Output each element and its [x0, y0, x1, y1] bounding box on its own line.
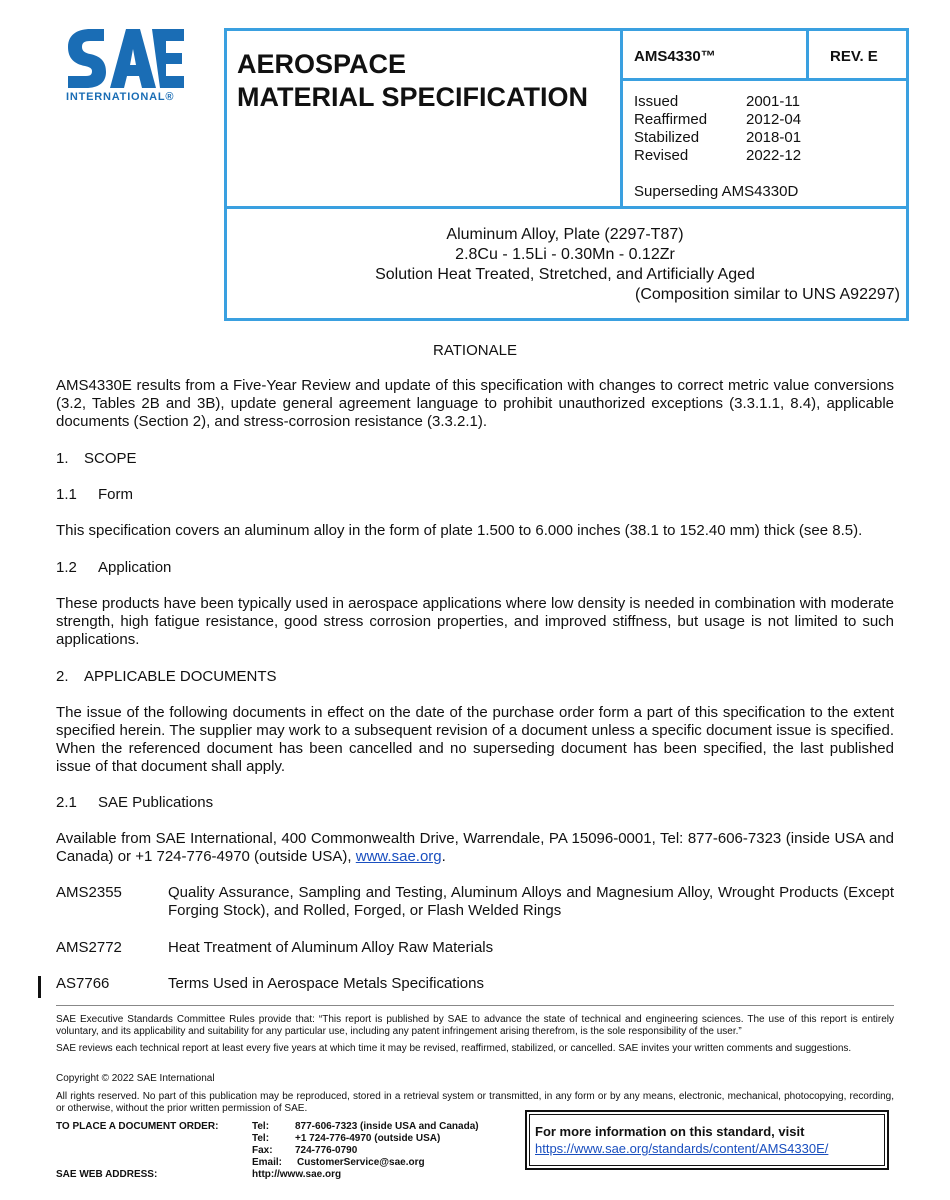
reference-title: Terms Used in Aerospace Metals Specifications: [168, 975, 484, 992]
web-label: SAE WEB ADDRESS:: [56, 1169, 158, 1180]
section-heading: [56, 486, 133, 503]
reference-code: AS7766: [56, 975, 110, 992]
date-value: 2012-04: [746, 111, 802, 128]
contact-value: 724-776-0790: [295, 1145, 358, 1156]
form-paragraph: This specification covers an aluminum alloy in the form of plate 1.500 to 6.000 inches (38.1 to 152.40 mm) thick (see 8.5).: [56, 522, 863, 539]
standard-url-link[interactable]: https://www.sae.org/standards/content/AMS4330E/: [535, 1141, 829, 1156]
section-number: 2.1: [56, 794, 77, 811]
committee-rules-text: SAE Executive Standards Committee Rules provide that: “This report is published by SAE to advance the state of technical and engineering sciences. The use of this report is entirely voluntary, and its applicability and suitability for any particular use, including any patent infringement arising therefrom, is the sole responsibility of the user.”: [56, 1014, 894, 1037]
application-paragraph: These products have been typically used in aerospace applications where low density is needed in combination with moderate strength, high fatigue resistance, good stress corrosion properties, and improved stiffness, but usage is not limited to such applications.: [56, 595, 894, 648]
contact-value: 877-606-7323 (inside USA and Canada): [295, 1121, 479, 1132]
contact-label: Tel:: [252, 1121, 270, 1132]
reference-title: Quality Assurance, Sampling and Testing, Aluminum Alloys and Magnesium Alloy, Wrought Products (Except Forging Stock), and Rolled, Forged, or Flash Welded Rings: [168, 884, 894, 919]
section-number: 1.2: [56, 559, 77, 576]
section-heading: [56, 450, 137, 467]
section-title: SCOPE: [84, 450, 137, 467]
header-divider: [620, 28, 623, 208]
section-title: Form: [98, 486, 133, 503]
section-number: 1.: [56, 450, 69, 467]
superseding-note: Superseding AMS4330D: [634, 183, 799, 200]
reference-code: AMS2355: [56, 884, 122, 901]
spec-title-line1: AEROSPACE: [237, 49, 407, 79]
section-title: Application: [98, 559, 172, 576]
change-bar: [38, 976, 41, 998]
section-heading: [56, 668, 277, 685]
revision-label: REV. E: [830, 48, 878, 65]
copyright-text: Copyright © 2022 SAE International: [56, 1073, 215, 1084]
sae-publications-paragraph: [56, 830, 894, 866]
section-heading: [56, 794, 213, 811]
sae-website-link[interactable]: www.sae.org: [355, 848, 442, 865]
date-row: [634, 111, 801, 128]
order-label: TO PLACE A DOCUMENT ORDER:: [56, 1121, 219, 1132]
material-composition: 2.8Cu - 1.5Li - 0.30Mn - 0.12Zr: [455, 246, 675, 263]
header-divider: [224, 206, 909, 209]
section-title: SAE Publications: [98, 794, 214, 811]
rationale-paragraph: AMS4330E results from a Five-Year Review and update of this specification with changes to correct metric value conversions (3.2, Tables 2B and 3B), update general agreement language to prohibit unauthorized exceptions (3.3.1.1, 8.4), applicable documents (Section 2), and stress-corrosion resistance (3.3.2.1).: [56, 377, 894, 430]
contact-label: Email:: [252, 1157, 283, 1168]
header-divider: [806, 28, 809, 80]
header-divider: [620, 78, 909, 81]
material-condition: Solution Heat Treated, Stretched, and Artificially Aged: [375, 266, 755, 283]
reference-entry: [56, 939, 894, 957]
contact-value: +1 724-776-4970 (outside USA): [295, 1133, 441, 1144]
date-value: 2022-12: [746, 147, 802, 164]
info-box-inner: [529, 1114, 885, 1166]
availability-text: Available from SAE International, 400 Commonwealth Drive, Warrendale, PA 15096-0001, Tel: 877-606-7323 (inside USA and Canada) or +1 724-776-4970 (outside USA),: [56, 830, 894, 865]
date-label: Reaffirmed: [634, 111, 708, 128]
spec-title-line2: MATERIAL SPECIFICATION: [237, 82, 588, 112]
rationale-heading: RATIONALE: [433, 342, 517, 359]
section-number: 1.1: [56, 486, 77, 503]
reference-code: AMS2772: [56, 939, 122, 956]
date-row: [634, 129, 801, 146]
applicable-docs-paragraph: The issue of the following documents in effect on the date of the purchase order form a part of this specification to the extent specified herein. The supplier may work to a subsequent revision of a document unless a specific document issue is specified. When the referenced document has been cancelled and no superseding document has been specified, the last published issue of that document shall apply.: [56, 704, 894, 775]
period: .: [441, 848, 446, 865]
document-number: AMS4330™: [634, 48, 716, 65]
footer-rule: [56, 1005, 894, 1006]
date-label: Stabilized: [634, 129, 700, 146]
section-heading: [56, 559, 171, 576]
section-title: APPLICABLE DOCUMENTS: [84, 668, 277, 685]
date-row: [634, 147, 801, 164]
logo-subtitle: INTERNATIONAL®: [66, 91, 175, 103]
material-description: Aluminum Alloy, Plate (2297-T87): [446, 226, 684, 243]
section-number: 2.: [56, 668, 69, 685]
reference-entry: [56, 884, 894, 920]
uns-note: (Composition similar to UNS A92297): [635, 286, 900, 303]
contact-label: Fax:: [252, 1145, 273, 1156]
review-text: SAE reviews each technical report at least every five years at which time it may be revised, reaffirmed, stabilized, or cancelled. SAE invites your written comments and suggestions.: [56, 1043, 852, 1054]
rights-text: All rights reserved. No part of this publication may be reproduced, stored in a retrieval system or transmitted, in any form or by any means, electronic, mechanical, photocopying, recording, or otherwise, without the prior written permission of SAE.: [56, 1091, 894, 1114]
date-row: [634, 93, 800, 110]
info-box-title: For more information on this standard, visit: [535, 1124, 805, 1139]
contact-label: Tel:: [252, 1133, 270, 1144]
reference-entry: [56, 975, 894, 993]
date-value: 2001-11: [746, 93, 800, 110]
date-label: Revised: [634, 147, 689, 164]
date-label: Issued: [634, 93, 679, 110]
date-value: 2018-01: [746, 129, 802, 146]
contact-email[interactable]: CustomerService@sae.org: [297, 1157, 425, 1168]
web-address[interactable]: http://www.sae.org: [252, 1169, 342, 1180]
reference-title: Heat Treatment of Aluminum Alloy Raw Materials: [168, 939, 494, 956]
